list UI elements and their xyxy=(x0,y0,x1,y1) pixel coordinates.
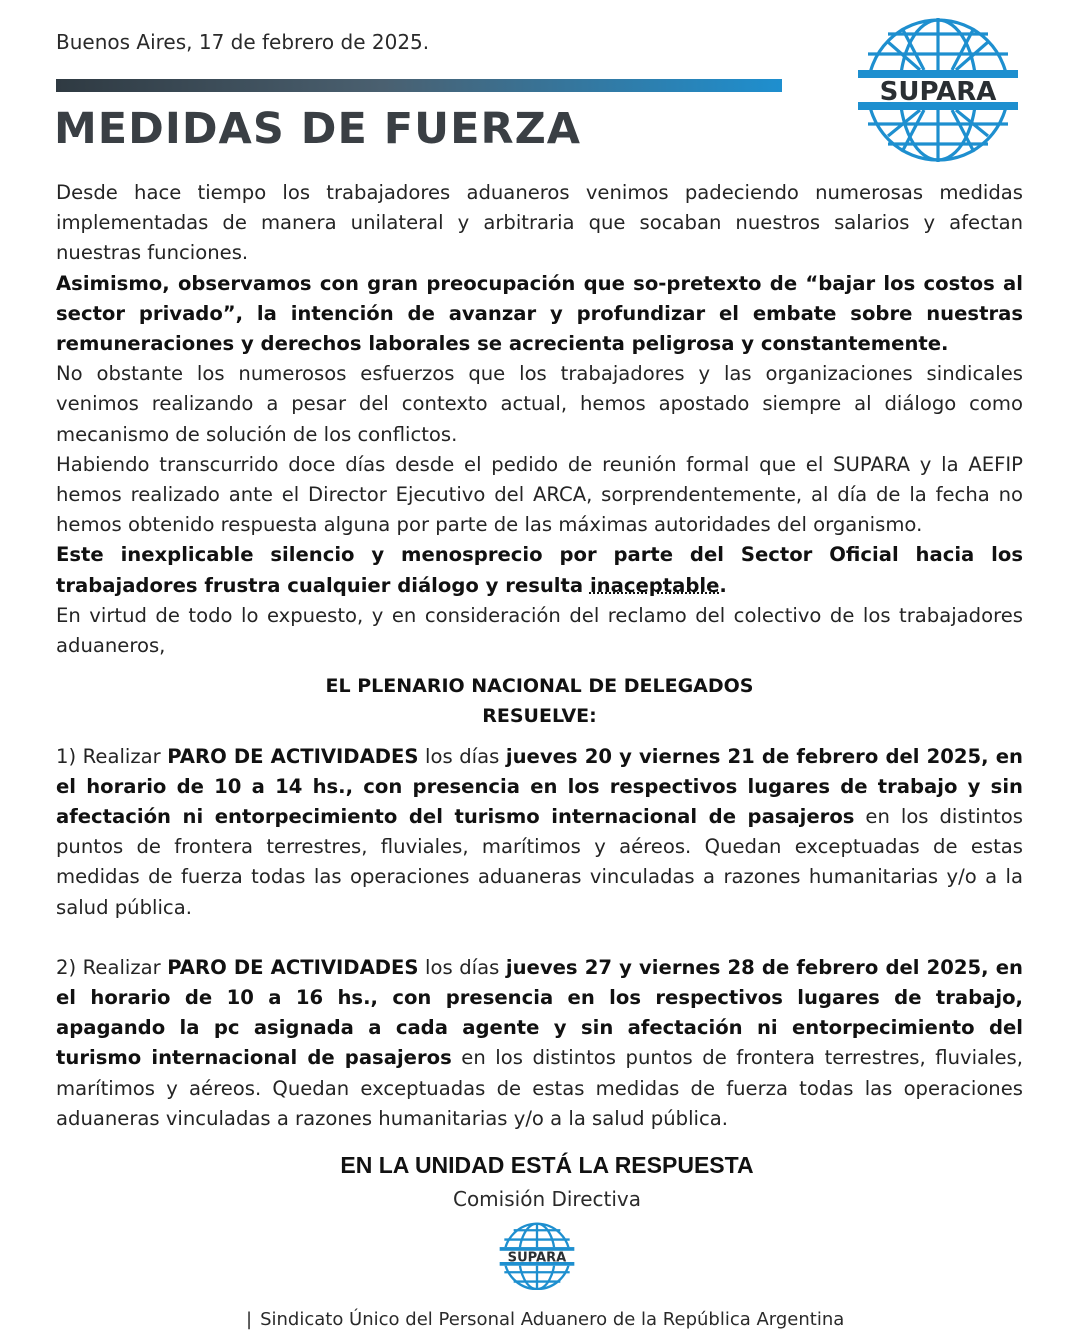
footer xyxy=(246,1309,844,1330)
resolution-heading-1: EL PLENARIO NACIONAL DE DELEGADOS xyxy=(325,675,754,698)
paragraph-5-text: Este inexplicable silencio y menosprecio por parte del Sector Oficial hacia los trabajadores frustra cualquier diálogo y resulta xyxy=(56,543,1023,597)
resolution-item-2 xyxy=(56,953,1023,1134)
item-2-lead: 2) Realizar xyxy=(56,955,168,979)
paragraph-3: No obstante los numerosos esfuerzos que los trabajadores y las organizaciones sindicales venimos realizando a pesar del contexto actual, hemos apostado siempre al diálogo como mecanismo de solución de los conflictos. xyxy=(56,362,1023,446)
item-1-days: los días xyxy=(418,744,506,768)
paragraph-6: En virtud de todo lo expuesto, y en consideración del reclamo del colectivo de los trabajadores aduaneros, xyxy=(56,603,1023,658)
resolution-heading-2: RESUELVE: xyxy=(482,705,597,728)
item-2-strike: PARO DE ACTIVIDADES xyxy=(167,955,419,979)
signatory: Comisión Directiva xyxy=(452,1187,642,1211)
resolution-item-1 xyxy=(56,742,1023,923)
item-2-exceptions: en los distintos puntos de frontera terrestres, fluviales, marítimos y aéreos. Quedan exceptuadas de estas medidas de fuerza todas las operaciones aduaneras vinculadas a razones humanitarias y/o a la salud pública. xyxy=(56,1046,1023,1130)
paragraph-2: Asimismo, observamos con gran preocupación que so-pretexto de “bajar los costos al sector privado”, la intención de avanzar y profundizar el embate sobre nuestras remuneraciones y derechos laborales se acrecienta peligrosa y constantemente. xyxy=(56,271,1023,356)
item-1-strike: PARO DE ACTIVIDADES xyxy=(167,744,419,768)
supara-logo-text: SUPARA xyxy=(879,77,997,107)
footer-org-name: Sindicato Único del Personal Aduanero de la República Argentina xyxy=(260,1309,845,1330)
item-2-schedule: jueves 27 y viernes 28 de febrero del 2025, en el horario de 10 a 16 hs., con presencia en los respectivos lugares de trabajo, apagando la pc asignada a cada agente y sin afectación ni entorpecimiento del turismo internacional de pasajeros xyxy=(56,955,1023,1070)
item-1-lead: 1) Realizar xyxy=(56,744,168,768)
supara-small-logo xyxy=(498,1220,576,1290)
paragraph-4: Habiendo transcurrido doce días desde el pedido de reunión formal que el SUPARA y la AEFIP hemos realizado ante el Director Ejecutivo del ARCA, sorprendentemente, al día de la fecha no hemos obtenido respuesta alguna por parte de las máximas autoridades del organismo. xyxy=(56,452,1023,537)
item-1-schedule: jueves 20 y viernes 21 de febrero del 2025, en el horario de 10 a 14 hs., con presencia en los respectivos lugares de trabajo y sin afectación ni entorpecimiento del turismo internacional de pasajeros xyxy=(56,744,1023,829)
footer-separator: | xyxy=(246,1309,253,1330)
paragraph-1: Desde hace tiempo los trabajadores aduaneros venimos padeciendo numerosas medidas implementadas de manera unilateral y arbitraria que socaban nuestros salarios y afectan nuestras funciones. xyxy=(56,181,1023,265)
title-accent-bar xyxy=(56,79,782,92)
slogan: EN LA UNIDAD ESTÁ LA RESPUESTA xyxy=(340,1152,754,1178)
supara-logo xyxy=(858,12,1018,162)
page-title: MEDIDAS DE FUERZA xyxy=(54,104,582,154)
item-2-days: los días xyxy=(418,955,506,979)
item-1-exceptions: en los distintos puntos de frontera terrestres, fluviales, marítimos y aéreos. Quedan exceptuadas de estas medidas de fuerza todas las operaciones aduaneras vinculadas a razones humanitarias y/o a la salud pública. xyxy=(56,805,1023,919)
supara-small-logo-text: SUPARA xyxy=(507,1250,567,1266)
date-line: Buenos Aires, 17 de febrero de 2025. xyxy=(56,30,430,54)
document-body xyxy=(56,178,1023,1134)
paragraph-5-end: . xyxy=(719,573,727,597)
paragraph-5-emphasis: inaceptable xyxy=(589,573,720,597)
paragraph-5 xyxy=(56,540,1023,600)
